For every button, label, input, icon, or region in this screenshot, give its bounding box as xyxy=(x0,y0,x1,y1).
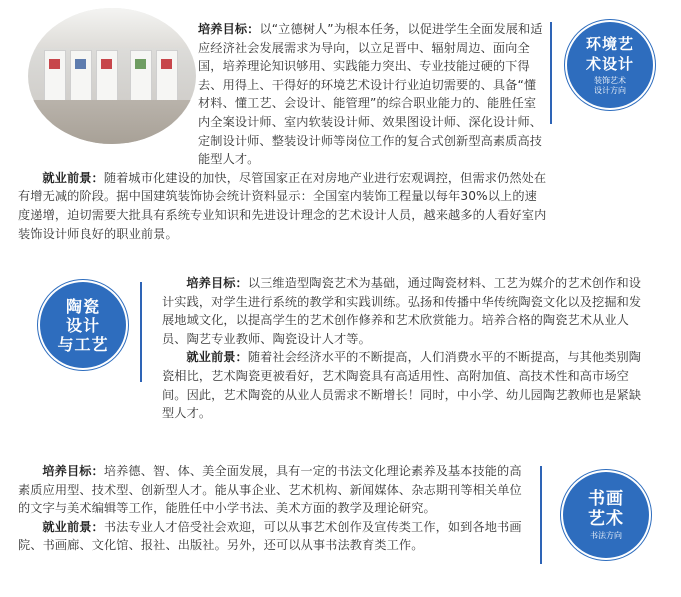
section-environmental-art xyxy=(0,0,681,270)
badge-sub2: 设计方向 xyxy=(594,86,626,95)
job-text: 随着城市化建设的加快，尽管国家正在对房地产业进行宏观调控，但需求仍然处在有增无减的阶段。据中国建筑装饰协会统计资料显示：全国室内装饰工程量以每年30%以上的速度递增，迫切需要大批具有系统专业知识和先进设计理念的艺术设计人员，越来越多的人看好室内装饰设计师良好的职业前景。 xyxy=(18,170,547,241)
divider-line xyxy=(540,466,542,564)
goal-paragraph: 培养目标：以“立德树人”为根本任务，以促进学生全面发展和适应经济社会发展需求为导向，以立足晋中、辐射周边、面向全国，培养理论知识够用、实践能力突出、专业技能过硬的下得去、用得上、干得好的环境艺术设计行业迫切需要的、具备“懂材料、懂工艺、会设计、能管理”的综合职业能力的、能胜任室内全案设计师、室内软装设计师、效果图设计师、深化设计师、定制设计师、整装设计师等岗位工作的复合式创新型高素质高技能型人才。 xyxy=(198,22,543,167)
badge-line1: 陶瓷 xyxy=(65,296,100,316)
section-text xyxy=(18,20,548,243)
section-text xyxy=(162,274,652,423)
divider-line xyxy=(140,282,142,382)
major-badge xyxy=(563,472,649,558)
divider-line xyxy=(550,22,552,124)
job-label: 就业前景 xyxy=(42,519,92,534)
job-paragraph: 就业前景：随着城市化建设的加快，尽管国家正在对房地产业进行宏观调控，但需求仍然处在有增无减的阶段。据中国建筑装饰协会统计资料显示：全国室内装饰工程量以每年30%以上的速度递增，迫切需要大批具有系统专业知识和先进设计理念的艺术设计人员，越来越多的人看好室内装饰设计师良好的职业前景。 xyxy=(18,170,547,241)
goal-paragraph: 培养目标：培养德、智、体、美全面发展，具有一定的书法文化理论素养及基本技能的高素质应用型、技术型、创新型人才。能从事企业、艺术机构、新闻媒体、杂志期刊等相关单位的文字与美术编辑等工作，能胜任中小学书法、美术方面的教学及理论研究。 xyxy=(18,464,522,516)
badge-line3: 与工艺 xyxy=(57,334,109,354)
goal-text: 培养德、智、体、美全面发展，具有一定的书法文化理论素养及基本技能的高素质应用型、技术型、创新型人才。能从事企业、艺术机构、新闻媒体、杂志期刊等相关单位的文字与美术编辑等工作，能胜任中小学书法、美术方面的教学及理论研究。 xyxy=(18,464,522,516)
goal-text: 以“立德树人”为根本任务，以促进学生全面发展和适应经济社会发展需求为导向，以立足晋中、辐射周边、面向全国，培养理论知识够用、实践能力突出、专业技能过硬的下得去、用得上、干得好的环境艺术设计行业迫切需要的、具备“懂材料、懂工艺、会设计、能管理”的综合职业能力的、能胜任室内全案设计师、室内软装设计师、效果图设计师、深化设计师、定制设计师、整装设计师等岗位工作的复合式创新型高素质高技能型人才。 xyxy=(198,22,543,167)
badge-line2: 设计 xyxy=(65,315,100,335)
section-calligraphy xyxy=(0,448,681,597)
goal-label: 培养目标 xyxy=(186,276,236,290)
job-paragraph: 就业前景：书法专业人才倍受社会欢迎，可以从事艺术创作及宣传类工作，如到各地书画院、书画廊、文化馆、报社、出版社。另外，还可以从事书法教育类工作。 xyxy=(18,519,522,553)
goal-label: 培养目标 xyxy=(198,22,248,36)
badge-line1: 环境艺 xyxy=(585,35,634,53)
badge-line2: 艺术 xyxy=(588,509,624,529)
badge-line2: 术设计 xyxy=(585,55,634,73)
major-badge xyxy=(40,282,126,368)
section-ceramics xyxy=(0,270,681,448)
job-label: 就业前景 xyxy=(186,350,236,365)
major-badge xyxy=(567,22,653,108)
badge-sub1: 装饰艺术 xyxy=(594,76,626,85)
job-paragraph: 就业前景：随着社会经济水平的不断提高，人们消费水平的不断提高，与其他类别陶瓷相比，艺术陶瓷更被看好，艺术陶瓷具有高适用性、高附加值、高技术性和高市场空间。因此，艺术陶瓷的从业人员需求不断增长！同时，中小学、幼儿园陶艺教师也是紧缺型人才。 xyxy=(162,350,642,421)
goal-label: 培养目标 xyxy=(42,464,92,478)
job-label: 就业前景 xyxy=(42,170,92,185)
section-text xyxy=(18,462,528,555)
job-text: 书法专业人才倍受社会欢迎，可以从事艺术创作及宣传类工作，如到各地书画院、书画廊、文化馆、报社、出版社。另外，还可以从事书法教育类工作。 xyxy=(18,519,522,553)
goal-paragraph: 培养目标：以三维造型陶瓷艺术为基础，通过陶瓷材料、工艺为媒介的艺术创作和设计实践，对学生进行系统的教学和实践训练。弘扬和传播中华传统陶瓷文化以及挖掘和发展地域文化，以提高学生的艺术创作修养和艺术欣赏能力。培养合格的陶瓷艺术从业人员、陶艺专业教师、陶瓷设计人才等。 xyxy=(162,276,642,346)
goal-text: 以三维造型陶瓷艺术为基础，通过陶瓷材料、工艺为媒介的艺术创作和设计实践，对学生进行系统的教学和实践训练。弘扬和传播中华传统陶瓷文化以及挖掘和发展地域文化，以提高学生的艺术创作修养和艺术欣赏能力。培养合格的陶瓷艺术从业人员、陶艺专业教师、陶瓷设计人才等。 xyxy=(162,276,642,346)
job-text: 随着社会经济水平的不断提高，人们消费水平的不断提高，与其他类别陶瓷相比，艺术陶瓷更被看好，艺术陶瓷具有高适用性、高附加值、高技术性和高市场空间。因此，艺术陶瓷的从业人员需求不断增长！同时，中小学、幼儿园陶艺教师也是紧缺型人才。 xyxy=(162,350,642,421)
badge-line1: 书画 xyxy=(588,489,624,509)
badge-sub1: 书法方向 xyxy=(590,531,622,540)
